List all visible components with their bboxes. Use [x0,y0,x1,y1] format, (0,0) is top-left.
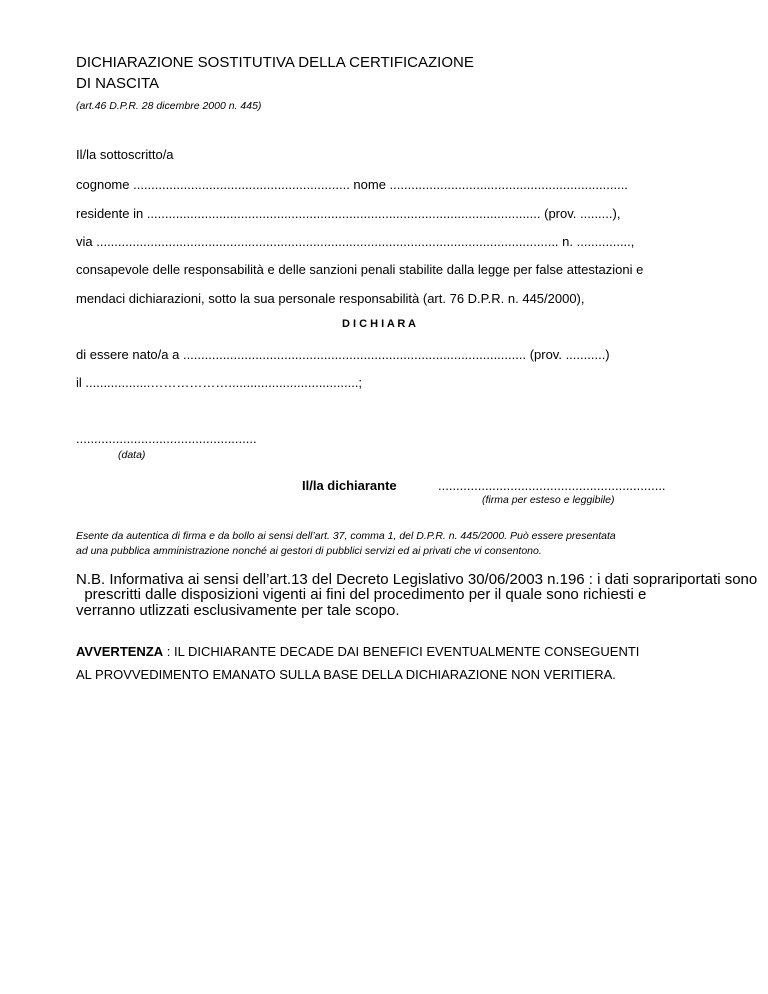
privacy-note-line-3: verranno utlizzati esclusivamente per tale scopo. [76,602,400,619]
declarant-label: Il/la dichiarante [302,478,397,493]
exemption-note-line-1: Esente da autentica di firma e da bollo ai sensi dell’art. 37, comma 1, del D.P.R. n. 445/2000. Può essere presentata [76,530,616,542]
warning-line-2: AL PROVVEDIMENTO EMANATO SULLA BASE DELLA DICHIARAZIONE NON VERITIERA. [76,667,616,682]
legal-reference: (art.46 D.P.R. 28 dicembre 2000 n. 445) [76,100,262,112]
signature-caption: (firma per esteso e leggibile) [482,494,615,506]
consapevole-line-1: consapevole delle responsabilità e delle sanzioni penali stabilite dalla legge per false attestazioni e [76,262,644,277]
date-caption: (data) [118,449,146,461]
document-title-line2: DI NASCITA [76,75,160,92]
warning-line-1 [76,644,639,659]
exemption-note-line-2: ad una pubblica amministrazione nonché ai gestori di pubblici servizi ed ai privati che vi consentono. [76,545,542,557]
privacy-note-line-1: N.B. Informativa ai sensi dell’art.13 del Decreto Legislativo 30/06/2003 n.196 : i dati soprariportati sono [76,571,758,588]
intro-text: Il/la sottoscritto/a [76,147,174,162]
dichiara-heading: D I C H I A R A [342,318,416,330]
warning-text: : IL DICHIARANTE DECADE DAI BENEFICI EVENTUALMENTE CONSEGUENTI [163,644,640,659]
document-title-line1: DICHIARAZIONE SOSTITUTIVA DELLA CERTIFICAZIONE [76,54,474,71]
date-field-dots: .................................................. [76,431,257,446]
via-line: via ................................................................................................................................ n. ..............., [76,234,635,249]
signature-field-dots: ............................................................... [438,478,666,493]
data-nascita-line: il ..................………………....................................; [76,375,363,390]
nascita-line: di essere nato/a a ............................................................................................... (prov. ...........) [76,347,610,362]
consapevole-line-2: mendaci dichiarazioni, sotto la sua personale responsabilità (art. 76 D.P.R. n. 445/2000), [76,291,585,306]
warning-label: AVVERTENZA [76,644,164,659]
cognome-nome-line: cognome ............................................................ nome .................................................................. [76,177,628,192]
residente-line: residente in ............................................................................................................. (prov. .........), [76,206,621,221]
privacy-note-line-2: prescritti dalle disposizioni vigenti ai fini del procedimento per il quale sono richiesti e [76,586,647,603]
